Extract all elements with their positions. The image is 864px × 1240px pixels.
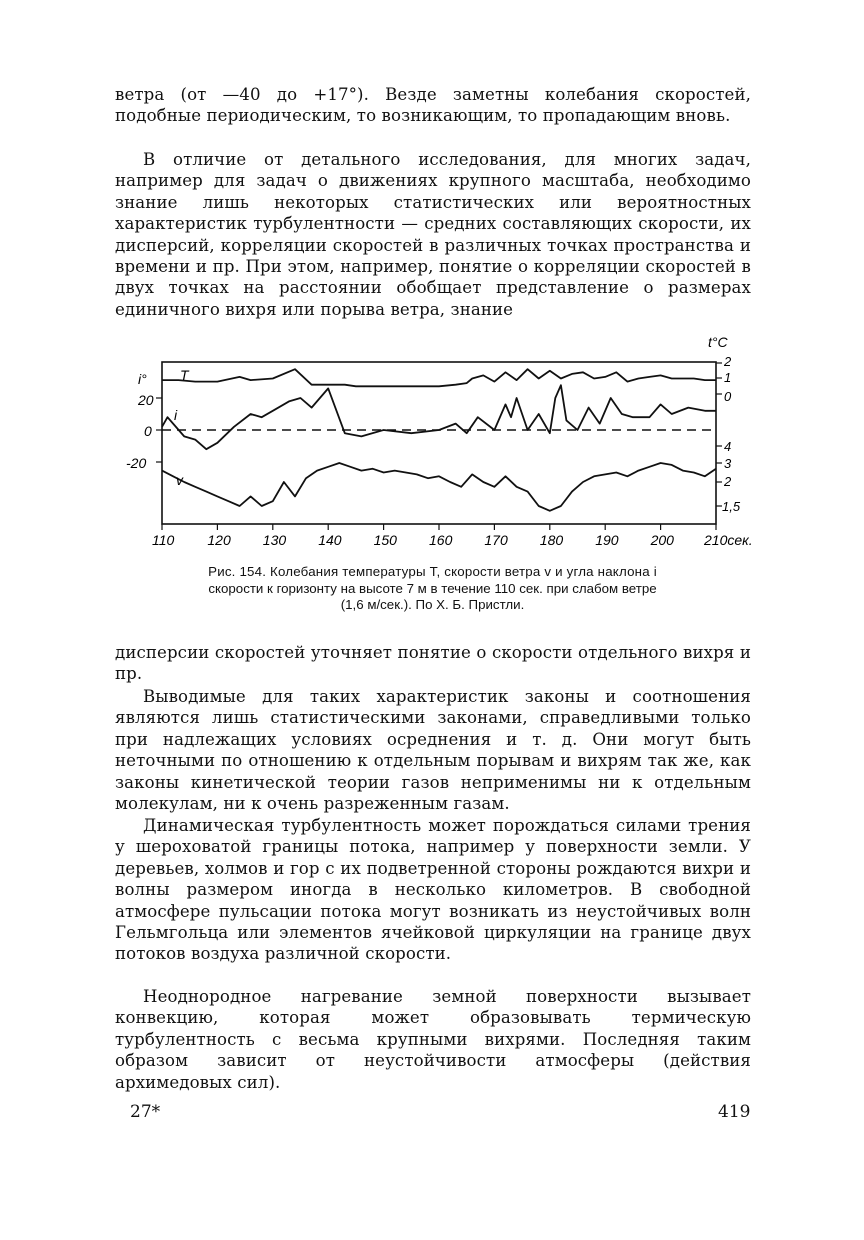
paragraph-6: Неоднородное нагревание земной поверхности вызывает конвекцию, которая может образовывать термическую турбулентность с весьма крупными вихрями. Последняя таким образом зависит от неустойчивости атмосферы (действия архимедовых сил).: [115, 987, 751, 1092]
paragraph-2: В отличие от детального исследования, для многих задач, например для задач о движениях крупного масштаба, необходимо знание лишь некоторых статистических или вероятностных характеристик турбулентности — средних составляющих скорости, их дисперсий, корреляции скоростей в различных точках пространства и времени и пр. При этом, например, понятие о корреляции скоростей в двух точках на расстоянии обобщает представление о размерах единичного вихря или порыва ветра, знание: [115, 150, 751, 319]
series-line-T: [162, 369, 716, 386]
figure-caption: [120, 564, 745, 614]
right-tick-label-t2: 2: [724, 354, 732, 369]
caption-line-3: (1,6 м/сек.). По Х. Б. Пристли.: [340, 597, 525, 612]
series-line-i: [162, 385, 716, 449]
x-tick-labels: [152, 532, 753, 548]
x-tick-label-130: 130: [262, 532, 287, 548]
left-tick-label-20: 20: [138, 392, 154, 408]
data-curves: [162, 369, 716, 511]
right-tick-label-v15: 1,5: [722, 499, 741, 514]
caption-line-2: скорости к горизонту на высоте 7 м в течение 110 сек. при слабом ветре: [208, 580, 657, 596]
signature-mark: 27*: [130, 1102, 161, 1122]
x-tick-label-120: 120: [207, 532, 231, 548]
right-tick-label-v4: 4: [724, 439, 732, 454]
right-tick-label-v3: 3: [724, 456, 732, 471]
curve-label-T: T: [180, 367, 189, 383]
series-line-v: [162, 463, 716, 511]
right-tick-label-t0: 0: [724, 389, 732, 404]
paragraph-4: Выводимые для таких характеристик законы и соотношения являются лишь статистическими законами, справедливыми только при надлежащих условиях осреднения и т. д. Они могут быть неточными по отношению к отдельным порывам и вихрям так же, как законы кинетической теории газов неприменимы ни к отдельным молекулам, ни к очень разреженным газам.: [115, 687, 751, 814]
right-tick-label-t1: 1: [724, 370, 732, 385]
page-number: 419: [718, 1102, 751, 1122]
figure-154-chart: [0, 0, 864, 560]
x-tick-marks: [162, 524, 716, 530]
curve-label-v: v: [176, 472, 183, 488]
x-tick-label-140: 140: [318, 532, 342, 548]
paragraph-1: ветра (от —40 до +17°). Везде заметны колебания скоростей, подобные периодическим, то возникающим, то пропадающим вновь.: [115, 85, 751, 126]
x-tick-label-200: 200: [650, 532, 674, 548]
x-tick-label-150: 150: [373, 532, 397, 548]
x-tick-label-210: 210сек.: [704, 532, 753, 548]
paragraph-5: Динамическая турбулентность может порождаться силами трения у шероховатой границы потока, например у поверхности земли. У деревьев, холмов и гор с их подветренной стороны рождаются вихри и волны размером иногда в несколько километров. В свободной атмосфере пульсации потока могут возникать из неустойчивых волн Гельмгольца или элементов ячейковой циркуляции на границе двух потоков воздуха различной скорости.: [115, 816, 751, 964]
caption-line-1: Рис. 154. Колебания температуры T, скорости ветра v и угла наклона i: [208, 564, 657, 579]
x-tick-label-160: 160: [429, 532, 453, 548]
x-tick-label-110: 110: [152, 532, 175, 548]
left-axis-title: i°: [138, 371, 147, 387]
x-tick-label-180: 180: [539, 532, 564, 548]
left-tick-label-minus20: -20: [126, 455, 147, 471]
x-tick-label-190: 190: [595, 532, 619, 548]
x-tick-label-170: 170: [484, 532, 508, 548]
right-tick-label-v2: 2: [724, 474, 732, 489]
right-axis-title: t°C: [708, 334, 728, 350]
left-tick-label-0: 0: [144, 423, 152, 439]
paragraph-3: дисперсии скоростей уточняет понятие о скорости отдельного вихря и пр.: [115, 643, 751, 684]
curve-label-i: i: [174, 407, 178, 423]
